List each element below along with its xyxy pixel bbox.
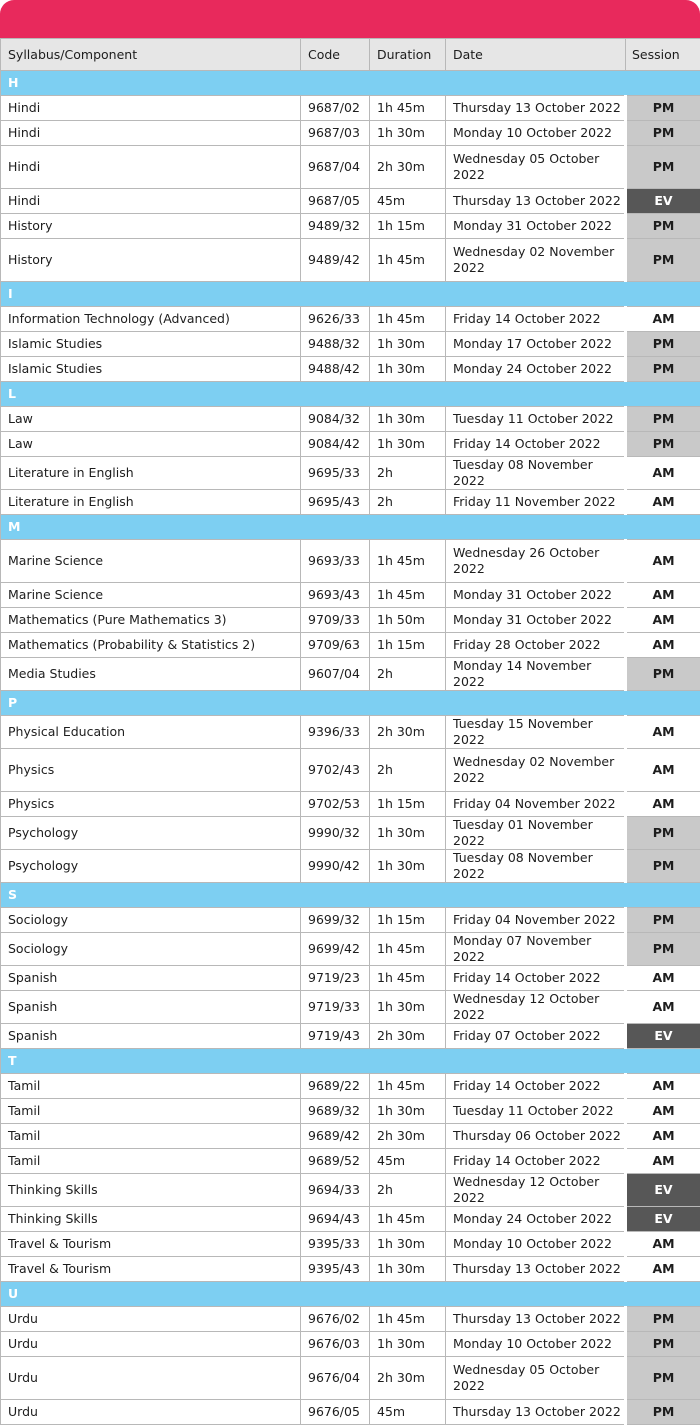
code-cell: 9687/04 xyxy=(301,146,370,189)
syllabus-cell: Hindi xyxy=(1,96,301,121)
table-row xyxy=(1,966,700,991)
code-cell: 9396/33 xyxy=(301,716,370,749)
duration-cell: 2h 30m xyxy=(370,1357,446,1400)
syllabus-cell: Spanish xyxy=(1,1024,301,1049)
session-cell: AM xyxy=(626,1257,700,1282)
date-cell: Wednesday 12 October 2022 xyxy=(446,1174,626,1207)
code-cell: 9689/42 xyxy=(301,1124,370,1149)
date-cell: Thursday 13 October 2022 xyxy=(446,1257,626,1282)
syllabus-cell: Literature in English xyxy=(1,457,301,490)
session-cell: AM xyxy=(626,490,700,515)
letter-section-row xyxy=(1,71,700,96)
session-cell: AM xyxy=(626,1074,700,1099)
syllabus-cell: Law xyxy=(1,432,301,457)
date-cell: Wednesday 05 October 2022 xyxy=(446,146,626,189)
syllabus-cell: Marine Science xyxy=(1,583,301,608)
syllabus-cell: Literature in English xyxy=(1,490,301,515)
table-row xyxy=(1,1332,700,1357)
syllabus-cell: Tamil xyxy=(1,1099,301,1124)
code-cell: 9084/32 xyxy=(301,407,370,432)
table-row xyxy=(1,1400,700,1425)
syllabus-cell: History xyxy=(1,239,301,282)
duration-cell: 1h 15m xyxy=(370,792,446,817)
date-cell: Thursday 13 October 2022 xyxy=(446,1400,626,1425)
table-row xyxy=(1,432,700,457)
session-cell: AM xyxy=(626,1124,700,1149)
date-cell: Monday 31 October 2022 xyxy=(446,214,626,239)
code-cell: 9488/42 xyxy=(301,357,370,382)
syllabus-cell: Media Studies xyxy=(1,658,301,691)
duration-cell: 1h 45m xyxy=(370,966,446,991)
duration-cell: 1h 30m xyxy=(370,432,446,457)
syllabus-cell: Islamic Studies xyxy=(1,332,301,357)
session-cell: PM xyxy=(626,1307,700,1332)
date-cell: Thursday 13 October 2022 xyxy=(446,96,626,121)
duration-cell: 2h 30m xyxy=(370,716,446,749)
syllabus-cell: Thinking Skills xyxy=(1,1207,301,1232)
session-cell: AM xyxy=(626,1099,700,1124)
header-syllabus: Syllabus/Component xyxy=(1,39,301,71)
syllabus-cell: Tamil xyxy=(1,1124,301,1149)
syllabus-cell: Spanish xyxy=(1,966,301,991)
session-cell: EV xyxy=(626,1174,700,1207)
syllabus-cell: Psychology xyxy=(1,817,301,850)
code-cell: 9689/52 xyxy=(301,1149,370,1174)
syllabus-cell: Sociology xyxy=(1,908,301,933)
table-row xyxy=(1,239,700,282)
table-row xyxy=(1,1124,700,1149)
table-row xyxy=(1,716,700,749)
code-cell: 9676/02 xyxy=(301,1307,370,1332)
section-letter: T xyxy=(1,1049,700,1074)
date-cell: Thursday 06 October 2022 xyxy=(446,1124,626,1149)
date-cell: Tuesday 11 October 2022 xyxy=(446,407,626,432)
table-row xyxy=(1,817,700,850)
session-cell: AM xyxy=(626,540,700,583)
duration-cell: 2h xyxy=(370,749,446,792)
session-cell: AM xyxy=(626,307,700,332)
letter-section-row xyxy=(1,282,700,307)
table-row xyxy=(1,991,700,1024)
code-cell: 9489/32 xyxy=(301,214,370,239)
date-cell: Friday 28 October 2022 xyxy=(446,633,626,658)
duration-cell: 45m xyxy=(370,1400,446,1425)
table-row xyxy=(1,1207,700,1232)
table-row xyxy=(1,633,700,658)
duration-cell: 1h 45m xyxy=(370,307,446,332)
header-session: Session xyxy=(626,39,700,71)
session-cell: PM xyxy=(626,1357,700,1400)
code-cell: 9626/33 xyxy=(301,307,370,332)
duration-cell: 1h 45m xyxy=(370,96,446,121)
duration-cell: 2h 30m xyxy=(370,1024,446,1049)
code-cell: 9694/33 xyxy=(301,1174,370,1207)
code-cell: 9719/33 xyxy=(301,991,370,1024)
duration-cell: 1h 30m xyxy=(370,1332,446,1357)
top-accent-bar xyxy=(0,0,700,38)
letter-section-row xyxy=(1,691,700,716)
table-row xyxy=(1,357,700,382)
table-row xyxy=(1,146,700,189)
section-letter: U xyxy=(1,1282,700,1307)
date-cell: Tuesday 08 November 2022 xyxy=(446,850,626,883)
syllabus-cell: Spanish xyxy=(1,991,301,1024)
session-cell: AM xyxy=(626,633,700,658)
date-cell: Tuesday 15 November 2022 xyxy=(446,716,626,749)
session-cell: EV xyxy=(626,1024,700,1049)
table-header-row xyxy=(1,39,700,71)
code-cell: 9687/05 xyxy=(301,189,370,214)
date-cell: Friday 07 October 2022 xyxy=(446,1024,626,1049)
session-cell: EV xyxy=(626,1207,700,1232)
session-cell: AM xyxy=(626,991,700,1024)
syllabus-cell: Urdu xyxy=(1,1332,301,1357)
table-row xyxy=(1,608,700,633)
session-cell: AM xyxy=(626,457,700,490)
code-cell: 9687/03 xyxy=(301,121,370,146)
code-cell: 9693/43 xyxy=(301,583,370,608)
duration-cell: 1h 45m xyxy=(370,933,446,966)
session-cell: AM xyxy=(626,749,700,792)
duration-cell: 1h 45m xyxy=(370,1207,446,1232)
code-cell: 9719/43 xyxy=(301,1024,370,1049)
session-cell: PM xyxy=(626,332,700,357)
duration-cell: 1h 30m xyxy=(370,991,446,1024)
code-cell: 9709/63 xyxy=(301,633,370,658)
duration-cell: 45m xyxy=(370,1149,446,1174)
table-row xyxy=(1,540,700,583)
header-date: Date xyxy=(446,39,626,71)
date-cell: Monday 14 November 2022 xyxy=(446,658,626,691)
table-row xyxy=(1,850,700,883)
session-cell: AM xyxy=(626,583,700,608)
duration-cell: 2h xyxy=(370,1174,446,1207)
session-cell: AM xyxy=(626,716,700,749)
date-cell: Wednesday 02 November 2022 xyxy=(446,239,626,282)
exam-timetable xyxy=(0,38,700,1425)
date-cell: Friday 04 November 2022 xyxy=(446,908,626,933)
duration-cell: 1h 30m xyxy=(370,1232,446,1257)
session-cell: PM xyxy=(626,908,700,933)
session-cell: AM xyxy=(626,792,700,817)
table-row xyxy=(1,1257,700,1282)
duration-cell: 1h 45m xyxy=(370,583,446,608)
duration-cell: 1h 30m xyxy=(370,121,446,146)
syllabus-cell: Hindi xyxy=(1,189,301,214)
syllabus-cell: Thinking Skills xyxy=(1,1174,301,1207)
code-cell: 9695/33 xyxy=(301,457,370,490)
code-cell: 9395/33 xyxy=(301,1232,370,1257)
duration-cell: 1h 45m xyxy=(370,1074,446,1099)
session-cell: PM xyxy=(626,121,700,146)
session-cell: PM xyxy=(626,146,700,189)
code-cell: 9676/03 xyxy=(301,1332,370,1357)
syllabus-cell: Hindi xyxy=(1,121,301,146)
date-cell: Wednesday 05 October 2022 xyxy=(446,1357,626,1400)
table-row xyxy=(1,1024,700,1049)
letter-section-row xyxy=(1,515,700,540)
duration-cell: 1h 30m xyxy=(370,407,446,432)
duration-cell: 1h 30m xyxy=(370,850,446,883)
session-cell: PM xyxy=(626,357,700,382)
duration-cell: 1h 30m xyxy=(370,1099,446,1124)
header-duration: Duration xyxy=(370,39,446,71)
code-cell: 9702/53 xyxy=(301,792,370,817)
syllabus-cell: Mathematics (Pure Mathematics 3) xyxy=(1,608,301,633)
date-cell: Tuesday 08 November 2022 xyxy=(446,457,626,490)
code-cell: 9699/42 xyxy=(301,933,370,966)
date-cell: Friday 14 October 2022 xyxy=(446,307,626,332)
session-cell: EV xyxy=(626,189,700,214)
syllabus-cell: Mathematics (Probability & Statistics 2) xyxy=(1,633,301,658)
date-cell: Monday 10 October 2022 xyxy=(446,121,626,146)
duration-cell: 1h 30m xyxy=(370,332,446,357)
date-cell: Friday 14 October 2022 xyxy=(446,432,626,457)
code-cell: 9488/32 xyxy=(301,332,370,357)
code-cell: 9687/02 xyxy=(301,96,370,121)
code-cell: 9695/43 xyxy=(301,490,370,515)
syllabus-cell: Tamil xyxy=(1,1149,301,1174)
code-cell: 9990/42 xyxy=(301,850,370,883)
code-cell: 9676/05 xyxy=(301,1400,370,1425)
code-cell: 9694/43 xyxy=(301,1207,370,1232)
table-row xyxy=(1,1099,700,1124)
table-row xyxy=(1,189,700,214)
duration-cell: 1h 45m xyxy=(370,540,446,583)
code-cell: 9719/23 xyxy=(301,966,370,991)
code-cell: 9395/43 xyxy=(301,1257,370,1282)
table-row xyxy=(1,407,700,432)
session-cell: PM xyxy=(626,1400,700,1425)
date-cell: Monday 10 October 2022 xyxy=(446,1332,626,1357)
date-cell: Monday 07 November 2022 xyxy=(446,933,626,966)
code-cell: 9689/32 xyxy=(301,1099,370,1124)
table-row xyxy=(1,121,700,146)
table-row xyxy=(1,1307,700,1332)
table-row xyxy=(1,933,700,966)
duration-cell: 2h xyxy=(370,658,446,691)
date-cell: Wednesday 12 October 2022 xyxy=(446,991,626,1024)
duration-cell: 1h 45m xyxy=(370,1307,446,1332)
syllabus-cell: Physics xyxy=(1,749,301,792)
session-cell: PM xyxy=(626,850,700,883)
date-cell: Wednesday 02 November 2022 xyxy=(446,749,626,792)
date-cell: Tuesday 11 October 2022 xyxy=(446,1099,626,1124)
session-cell: AM xyxy=(626,1232,700,1257)
syllabus-cell: Urdu xyxy=(1,1400,301,1425)
code-cell: 9676/04 xyxy=(301,1357,370,1400)
table-row xyxy=(1,1074,700,1099)
date-cell: Friday 14 October 2022 xyxy=(446,1074,626,1099)
section-letter: S xyxy=(1,883,700,908)
date-cell: Friday 14 October 2022 xyxy=(446,1149,626,1174)
table-row xyxy=(1,1174,700,1207)
section-letter: M xyxy=(1,515,700,540)
section-letter: I xyxy=(1,282,700,307)
syllabus-cell: Physical Education xyxy=(1,716,301,749)
date-cell: Friday 11 November 2022 xyxy=(446,490,626,515)
table-row xyxy=(1,792,700,817)
session-cell: PM xyxy=(626,1332,700,1357)
syllabus-cell: Marine Science xyxy=(1,540,301,583)
duration-cell: 1h 30m xyxy=(370,357,446,382)
table-row xyxy=(1,307,700,332)
table-row xyxy=(1,1232,700,1257)
section-letter: L xyxy=(1,382,700,407)
duration-cell: 2h 30m xyxy=(370,1124,446,1149)
header-code: Code xyxy=(301,39,370,71)
duration-cell: 1h 50m xyxy=(370,608,446,633)
date-cell: Monday 31 October 2022 xyxy=(446,583,626,608)
letter-section-row xyxy=(1,1049,700,1074)
table-row xyxy=(1,749,700,792)
syllabus-cell: Sociology xyxy=(1,933,301,966)
table-row xyxy=(1,96,700,121)
session-cell: AM xyxy=(626,608,700,633)
duration-cell: 1h 45m xyxy=(370,239,446,282)
date-cell: Monday 24 October 2022 xyxy=(446,357,626,382)
session-cell: PM xyxy=(626,817,700,850)
session-cell: PM xyxy=(626,214,700,239)
duration-cell: 2h 30m xyxy=(370,146,446,189)
syllabus-cell: Islamic Studies xyxy=(1,357,301,382)
syllabus-cell: Hindi xyxy=(1,146,301,189)
code-cell: 9607/04 xyxy=(301,658,370,691)
session-cell: PM xyxy=(626,96,700,121)
session-cell: PM xyxy=(626,432,700,457)
date-cell: Tuesday 01 November 2022 xyxy=(446,817,626,850)
table-row xyxy=(1,214,700,239)
date-cell: Monday 10 October 2022 xyxy=(446,1232,626,1257)
code-cell: 9699/32 xyxy=(301,908,370,933)
session-cell: AM xyxy=(626,1149,700,1174)
session-cell: PM xyxy=(626,239,700,282)
syllabus-cell: Urdu xyxy=(1,1307,301,1332)
syllabus-cell: Travel & Tourism xyxy=(1,1257,301,1282)
date-cell: Thursday 13 October 2022 xyxy=(446,1307,626,1332)
table-row xyxy=(1,908,700,933)
code-cell: 9689/22 xyxy=(301,1074,370,1099)
table-row xyxy=(1,1357,700,1400)
duration-cell: 2h xyxy=(370,457,446,490)
syllabus-cell: Physics xyxy=(1,792,301,817)
syllabus-cell: Urdu xyxy=(1,1357,301,1400)
letter-section-row xyxy=(1,382,700,407)
date-cell: Friday 04 November 2022 xyxy=(446,792,626,817)
session-cell: PM xyxy=(626,658,700,691)
code-cell: 9990/32 xyxy=(301,817,370,850)
syllabus-cell: Tamil xyxy=(1,1074,301,1099)
session-cell: AM xyxy=(626,966,700,991)
duration-cell: 1h 30m xyxy=(370,1257,446,1282)
duration-cell: 1h 15m xyxy=(370,908,446,933)
code-cell: 9693/33 xyxy=(301,540,370,583)
table-row xyxy=(1,332,700,357)
date-cell: Monday 17 October 2022 xyxy=(446,332,626,357)
code-cell: 9489/42 xyxy=(301,239,370,282)
duration-cell: 1h 30m xyxy=(370,817,446,850)
syllabus-cell: History xyxy=(1,214,301,239)
syllabus-cell: Law xyxy=(1,407,301,432)
table-row xyxy=(1,1149,700,1174)
letter-section-row xyxy=(1,1282,700,1307)
code-cell: 9709/33 xyxy=(301,608,370,633)
date-cell: Thursday 13 October 2022 xyxy=(446,189,626,214)
section-letter: P xyxy=(1,691,700,716)
syllabus-cell: Information Technology (Advanced) xyxy=(1,307,301,332)
duration-cell: 1h 15m xyxy=(370,214,446,239)
date-cell: Friday 14 October 2022 xyxy=(446,966,626,991)
date-cell: Monday 31 October 2022 xyxy=(446,608,626,633)
code-cell: 9084/42 xyxy=(301,432,370,457)
date-cell: Monday 24 October 2022 xyxy=(446,1207,626,1232)
code-cell: 9702/43 xyxy=(301,749,370,792)
letter-section-row xyxy=(1,883,700,908)
session-cell: PM xyxy=(626,407,700,432)
table-row xyxy=(1,583,700,608)
session-cell: PM xyxy=(626,933,700,966)
duration-cell: 1h 15m xyxy=(370,633,446,658)
syllabus-cell: Travel & Tourism xyxy=(1,1232,301,1257)
duration-cell: 2h xyxy=(370,490,446,515)
table-row xyxy=(1,658,700,691)
duration-cell: 45m xyxy=(370,189,446,214)
syllabus-cell: Psychology xyxy=(1,850,301,883)
date-cell: Wednesday 26 October 2022 xyxy=(446,540,626,583)
section-letter: H xyxy=(1,71,700,96)
table-row xyxy=(1,457,700,490)
table-row xyxy=(1,490,700,515)
